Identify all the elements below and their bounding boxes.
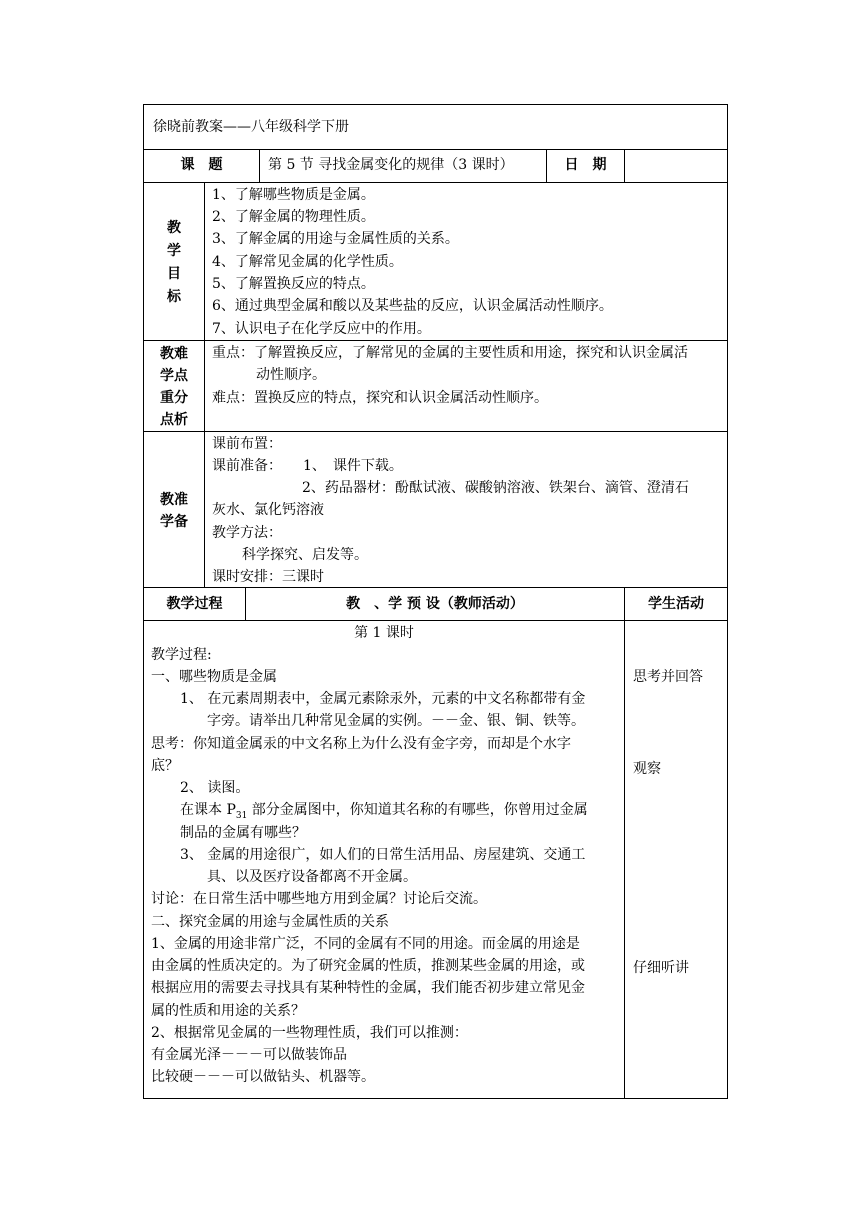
table-rule <box>143 431 728 432</box>
process-line: 1、金属的用途非常广泛，不同的金属有不同的用途。而金属的用途是 <box>151 936 580 952</box>
topic-value: 第 5 节 寻找金属变化的规律（3 课时） <box>268 157 514 173</box>
topic-label: 课 题 <box>180 157 223 173</box>
process-line: 2、 读图。 <box>180 780 250 796</box>
objective-item: 5、了解置换反应的特点。 <box>212 276 375 292</box>
label-line: 学备 <box>160 514 188 530</box>
prep-text: 课前准备： 1、 课件下载。 <box>212 458 403 474</box>
preparation-label <box>144 489 204 533</box>
label-line: 学点 <box>160 368 188 384</box>
date-label: 日 期 <box>564 157 607 173</box>
process-line: 有金属光泽－－－可以做装饰品 <box>151 1047 347 1063</box>
table-rule <box>143 149 728 150</box>
table-rule <box>143 620 728 621</box>
student-activity-item: 观察 <box>633 761 661 777</box>
label-line: 教难 <box>160 346 188 362</box>
process-line: 制品的金属有哪些？ <box>180 825 306 841</box>
student-activity-header: 学生活动 <box>648 596 704 612</box>
table-rule <box>204 182 205 588</box>
label-line: 重分 <box>160 390 188 406</box>
label-char: 标 <box>167 289 181 305</box>
label-char: 学 <box>167 243 181 259</box>
process-line: 底？ <box>151 758 179 774</box>
process-line: 根据应用的需要去寻找具有某种特性的金属，我们能否初步建立常见金 <box>151 980 585 996</box>
prep-text: 课时安排：三课时 <box>212 569 324 585</box>
process-line: 字旁。请举出几种常见金属的实例。－－金、银、铜、铁等。 <box>207 713 585 729</box>
student-activity-item: 思考并回答 <box>633 669 703 685</box>
process-col-header: 教学过程 <box>166 596 223 612</box>
text-run: 在课本 P <box>180 802 236 818</box>
key-point-text: 重点：了解置换反应，了解常见的金属的主要性质和用途，探究和认识金属活 <box>212 345 688 361</box>
table-rule <box>259 149 260 183</box>
table-rule <box>143 340 728 341</box>
process-line <box>180 802 588 825</box>
process-line: 2、根据常见金属的一些物理性质，我们可以推测： <box>151 1025 468 1041</box>
process-line: 1、 在元素周期表中，金属元素除汞外，元素的中文名称都带有金 <box>180 691 586 707</box>
key-point-text: 动性顺序。 <box>256 367 326 383</box>
objective-item: 2、了解金属的物理性质。 <box>212 209 375 225</box>
objective-item: 6、通过典型金属和酸以及某些盐的反应，认识金属活动性顺序。 <box>212 298 613 314</box>
label-char: 目 <box>167 266 181 282</box>
table-border-bottom <box>143 1098 728 1099</box>
label-char: 教 <box>167 220 181 236</box>
objectives-label <box>144 217 204 309</box>
table-border-right <box>727 104 728 1099</box>
label-line: 点析 <box>160 412 188 428</box>
process-line: 思考：你知道金属汞的中文名称上为什么没有金字旁，而却是个水字 <box>151 736 571 752</box>
prep-text: 2、药品器材：酚酞试液、碳酸钠溶液、铁架台、滴管、澄清石 <box>302 480 689 496</box>
process-line: 一、哪些物质是金属 <box>151 669 277 685</box>
student-activity-item: 仔细听讲 <box>633 960 689 976</box>
process-line: 二、探究金属的用途与金属性质的关系 <box>151 914 389 930</box>
teacher-activity-header: 教 、学 预 设（教师活动） <box>346 596 524 612</box>
prep-text: 课前布置： <box>212 436 282 452</box>
table-rule <box>624 149 625 183</box>
process-line: 属的性质和用途的关系？ <box>151 1003 305 1019</box>
table-rule <box>624 587 625 1099</box>
lesson-title: 第 1 课时 <box>354 625 414 641</box>
process-line: 3、 金属的用途很广，如人们的日常生活用品、房屋建筑、交通工 <box>180 847 586 863</box>
prep-text: 科学探究、启发等。 <box>242 547 368 563</box>
objective-item: 3、了解金属的用途与金属性质的关系。 <box>212 231 459 247</box>
table-rule <box>143 182 728 183</box>
prep-text: 灰水、氯化钙溶液 <box>212 502 324 518</box>
prep-text: 教学方法： <box>212 525 282 541</box>
table-rule <box>143 587 728 588</box>
table-border-top <box>143 104 728 105</box>
objective-item: 4、了解常见金属的化学性质。 <box>212 254 403 270</box>
process-line: 具、以及医疗设备都离不开金属。 <box>207 869 417 885</box>
difficult-point-text: 难点：置换反应的特点，探究和认识金属活动性顺序。 <box>212 390 548 406</box>
objective-item: 1、了解哪些物质是金属。 <box>212 187 375 203</box>
process-line: 教学过程: <box>151 647 212 663</box>
process-line: 由金属的性质决定的。为了研究金属的性质，推测某些金属的用途，或 <box>151 958 585 974</box>
label-line: 教准 <box>160 492 188 508</box>
key-points-label <box>144 343 204 431</box>
page-subscript: 31 <box>235 810 248 821</box>
page-title: 徐晓前教案——八年级科学下册 <box>153 119 349 135</box>
objective-item: 7、认识电子在化学反应中的作用。 <box>212 321 431 337</box>
text-run: 部分金属图中，你知道其名称的有哪些，你曾用过金属 <box>247 802 588 818</box>
process-line: 讨论：在日常生活中哪些地方用到金属？讨论后交流。 <box>151 891 487 907</box>
process-line: 比较硬－－－可以做钻头、机器等。 <box>151 1069 375 1085</box>
